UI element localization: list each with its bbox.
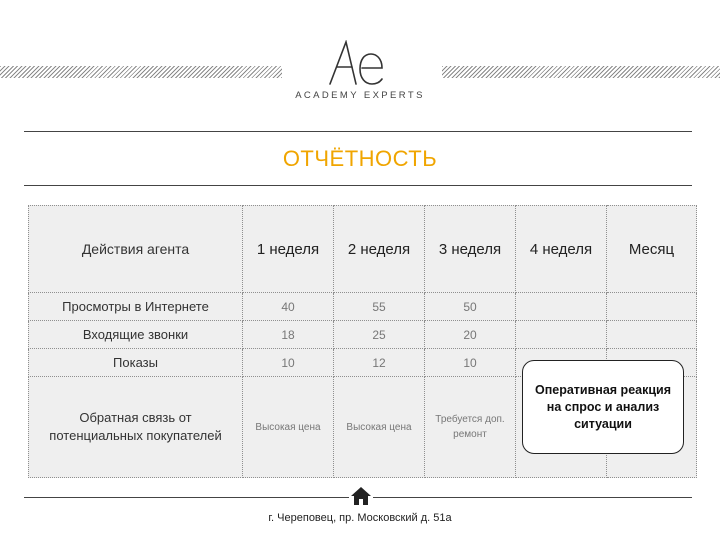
- home-icon: [349, 484, 373, 508]
- table-cell: 10: [243, 349, 334, 377]
- table-cell: [516, 293, 607, 321]
- table-cell: [607, 293, 697, 321]
- header-week-3: 3 неделя: [425, 206, 516, 293]
- header-actions: Действия агента: [29, 206, 243, 293]
- row-label: Просмотры в Интернете: [29, 293, 243, 321]
- table-cell: 25: [334, 321, 425, 349]
- table-header-row: [29, 206, 697, 293]
- table-row: [29, 293, 697, 321]
- table-cell: 55: [334, 293, 425, 321]
- row-label: Показы: [29, 349, 243, 377]
- divider-top: [24, 131, 692, 132]
- callout-text: Оперативная реакция на спрос и анализ ситуации: [534, 382, 672, 431]
- row-label: Обратная связь от потенциальных покупателей: [29, 377, 243, 478]
- decorative-hatch-right: [442, 66, 720, 78]
- table-cell: [516, 321, 607, 349]
- logo: [292, 40, 428, 106]
- table-cell: [607, 321, 697, 349]
- divider-bottom: [24, 185, 692, 186]
- table-cell: 18: [243, 321, 334, 349]
- table-row: [29, 321, 697, 349]
- table-cell: 20: [425, 321, 516, 349]
- table-cell: 40: [243, 293, 334, 321]
- table-cell: Высокая цена: [243, 377, 334, 478]
- table-cell: Требуется доп. ремонт: [425, 377, 516, 478]
- page-title: ОТЧЁТНОСТЬ: [282, 146, 438, 171]
- table-cell: Высокая цена: [334, 377, 425, 478]
- decorative-hatch-left: [0, 66, 282, 78]
- callout-box: [522, 360, 684, 454]
- row-label: Входящие звонки: [29, 321, 243, 349]
- logo-mark-icon: [326, 40, 386, 86]
- table-cell: 50: [425, 293, 516, 321]
- header-week-4: 4 неделя: [516, 206, 607, 293]
- header-week-2: 2 неделя: [334, 206, 425, 293]
- logo-text: ACADEMY EXPERTS: [295, 90, 425, 101]
- header-week-1: 1 неделя: [243, 206, 334, 293]
- table-cell: 12: [334, 349, 425, 377]
- footer-address: г. Череповец, пр. Московский д. 51а: [268, 512, 452, 524]
- header-month: Месяц: [607, 206, 697, 293]
- table-cell: 10: [425, 349, 516, 377]
